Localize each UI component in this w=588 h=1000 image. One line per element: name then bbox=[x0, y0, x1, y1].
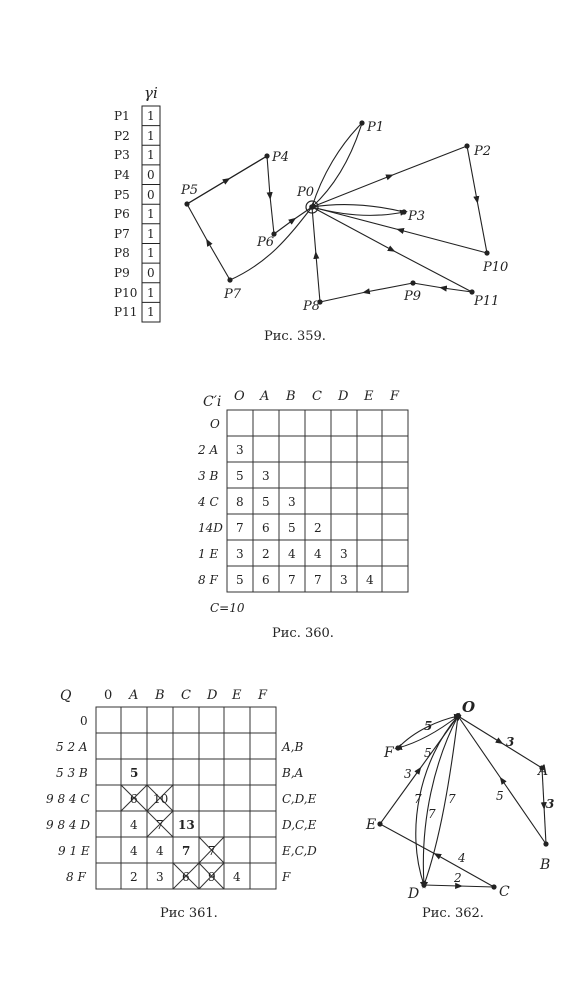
table-361-row-labels bbox=[46, 714, 90, 884]
row-label-p6: P6 bbox=[114, 207, 130, 221]
gamma-value: 1 bbox=[147, 148, 155, 162]
node-p7 bbox=[227, 277, 232, 282]
col-header: E bbox=[232, 688, 242, 703]
edge-b-o bbox=[458, 716, 549, 844]
row-label: 2 A bbox=[198, 443, 219, 457]
graph-359-edges bbox=[187, 123, 487, 302]
weight: 4 bbox=[458, 851, 466, 865]
edge-p4-p6 bbox=[267, 156, 274, 234]
node-e bbox=[377, 821, 382, 826]
row-label-p9: P9 bbox=[114, 266, 130, 280]
node-f bbox=[395, 745, 400, 750]
table-361-grid bbox=[96, 707, 276, 889]
edge-p7-p5 bbox=[187, 204, 230, 280]
col-header: B bbox=[286, 389, 296, 404]
table-360-row-labels bbox=[197, 417, 223, 587]
edge-p0-p1-a bbox=[312, 123, 362, 207]
edge-p1-p0 bbox=[312, 123, 362, 207]
label-p4: P4 bbox=[272, 150, 290, 165]
figure-360 bbox=[197, 389, 408, 641]
col-header: A bbox=[260, 389, 270, 404]
col-header: A bbox=[129, 688, 139, 703]
row-label: 9 8 4 D bbox=[46, 818, 90, 832]
row-label: 3 B bbox=[198, 469, 219, 483]
gamma-values bbox=[147, 109, 155, 319]
label-p10: P10 bbox=[483, 260, 509, 275]
table-360-footer: C=10 bbox=[210, 601, 245, 615]
edge-p8-p0 bbox=[312, 207, 320, 302]
label-p2: P2 bbox=[474, 144, 492, 159]
node-p4 bbox=[264, 153, 269, 158]
label-o: O bbox=[462, 698, 476, 716]
weight: 3 bbox=[546, 797, 555, 811]
cell: 5 bbox=[130, 766, 139, 780]
row-label: 8 F bbox=[198, 573, 218, 587]
edge-p0-p2 bbox=[312, 146, 467, 207]
weight: 5 bbox=[424, 719, 433, 733]
row-label-p10: P10 bbox=[114, 286, 138, 300]
right-label: F bbox=[282, 870, 291, 884]
cell: 5 bbox=[236, 573, 244, 587]
node-p3 bbox=[401, 209, 406, 214]
col-header: D bbox=[338, 389, 349, 404]
cell: 3 bbox=[340, 573, 348, 587]
cell: 5 bbox=[262, 495, 270, 509]
col-header: C bbox=[312, 389, 322, 404]
label-p3: P3 bbox=[408, 209, 426, 224]
cell: 13 bbox=[178, 818, 195, 832]
edge-c-e bbox=[380, 824, 494, 887]
weight: 7 bbox=[448, 792, 456, 806]
weight: 5 bbox=[424, 746, 432, 760]
right-label: E,C,D bbox=[282, 844, 317, 858]
node-p9 bbox=[410, 280, 415, 285]
col-header: B bbox=[155, 688, 165, 703]
weight: 2 bbox=[454, 871, 462, 885]
cell: 3 bbox=[262, 469, 270, 483]
weight: 3 bbox=[506, 735, 515, 749]
gamma-value: 1 bbox=[147, 109, 155, 123]
col-header: F bbox=[390, 389, 400, 404]
node-p10 bbox=[484, 250, 489, 255]
label-d: D bbox=[408, 886, 420, 902]
gamma-value: 1 bbox=[147, 246, 155, 260]
cell: 5 bbox=[236, 469, 244, 483]
edge-p9-p8 bbox=[320, 283, 413, 302]
cell: 4 bbox=[366, 573, 374, 587]
row-label-p1: P1 bbox=[114, 109, 130, 123]
label-p6: P6 bbox=[257, 235, 275, 250]
col-header: E bbox=[364, 389, 374, 404]
table-361-right-labels bbox=[281, 740, 317, 884]
gamma-value: 1 bbox=[147, 305, 155, 319]
label-f: F bbox=[384, 745, 394, 761]
gamma-value: 1 bbox=[147, 286, 155, 300]
caption-360: Рис. 360. bbox=[272, 626, 334, 641]
cell: 3 bbox=[288, 495, 296, 509]
caption-359: Рис. 359. bbox=[264, 329, 326, 344]
right-label: D,C,E bbox=[282, 818, 317, 832]
gamma-value: 0 bbox=[147, 266, 155, 280]
cell: 3 bbox=[340, 547, 348, 561]
right-label: C,D,E bbox=[282, 792, 317, 806]
label-b: B bbox=[540, 857, 551, 873]
table-360-corner: C′i bbox=[203, 394, 222, 410]
label-c: C bbox=[499, 884, 510, 900]
gamma-value: 0 bbox=[147, 168, 155, 182]
label-a: A bbox=[538, 763, 549, 779]
node-p1 bbox=[359, 120, 364, 125]
row-label: 9 1 E bbox=[58, 844, 90, 858]
figure-361 bbox=[46, 688, 317, 921]
col-header: C bbox=[181, 688, 191, 703]
table-361-corner: Q bbox=[60, 688, 72, 704]
cell: 8 bbox=[236, 495, 244, 509]
cell: 6 bbox=[182, 870, 190, 884]
right-label: B,A bbox=[282, 766, 304, 780]
row-label: 8 F bbox=[66, 870, 86, 884]
row-label-p3: P3 bbox=[114, 148, 130, 162]
edge-p0-p11 bbox=[312, 207, 472, 292]
figure-362 bbox=[365, 698, 554, 921]
label-p1: P1 bbox=[367, 120, 385, 135]
weight: 7 bbox=[428, 807, 436, 821]
row-label: 1 E bbox=[198, 547, 219, 561]
label-p9: P9 bbox=[404, 289, 422, 304]
label-p8: P8 bbox=[303, 299, 321, 314]
cell: 3 bbox=[156, 870, 164, 884]
cell: 10 bbox=[153, 792, 169, 806]
col-header: D bbox=[207, 688, 218, 703]
row-label-p4: P4 bbox=[114, 168, 130, 182]
gamma-labels bbox=[114, 109, 137, 319]
cell: 6 bbox=[262, 573, 270, 587]
cell: 4 bbox=[130, 844, 138, 858]
row-label-p7: P7 bbox=[114, 227, 130, 241]
row-label: 9 8 4 C bbox=[46, 792, 90, 806]
cell: 6 bbox=[262, 521, 270, 535]
weight: 3 bbox=[404, 767, 412, 781]
cell: 2 bbox=[262, 547, 270, 561]
cell: 4 bbox=[130, 818, 138, 832]
edge-o-a bbox=[458, 716, 542, 768]
table-361-column-headers bbox=[104, 688, 268, 703]
node-c bbox=[491, 884, 496, 889]
edge-d-c bbox=[424, 885, 494, 887]
gamma-value: 1 bbox=[147, 227, 155, 241]
weight: 5 bbox=[496, 789, 504, 803]
cell: 4 bbox=[233, 870, 241, 884]
caption-361: Рис 361. bbox=[160, 906, 218, 921]
cell: 4 bbox=[314, 547, 322, 561]
gamma-value: 1 bbox=[147, 129, 155, 143]
caption-362: Рис. 362. bbox=[422, 906, 484, 921]
node-b bbox=[543, 841, 548, 846]
cell: 6 bbox=[130, 792, 138, 806]
cell: 3 bbox=[236, 547, 244, 561]
row-label-p5: P5 bbox=[114, 188, 130, 202]
cell: 7 bbox=[314, 573, 322, 587]
cell: 9 bbox=[208, 870, 216, 884]
col-header: 0 bbox=[104, 688, 113, 703]
cell: 3 bbox=[236, 443, 244, 457]
gamma-value: 1 bbox=[147, 207, 155, 221]
node-o bbox=[455, 713, 461, 719]
cell: 2 bbox=[130, 870, 138, 884]
col-header: F bbox=[258, 688, 268, 703]
right-label: A,B bbox=[282, 740, 304, 754]
cell: 4 bbox=[288, 547, 296, 561]
label-e: E bbox=[366, 817, 377, 833]
edge-p2-p10 bbox=[467, 146, 487, 253]
gamma-value: 0 bbox=[147, 188, 155, 202]
table-360-column-headers bbox=[234, 389, 400, 404]
row-label-p8: P8 bbox=[114, 246, 130, 260]
weight: 7 bbox=[414, 792, 422, 806]
row-label: O bbox=[210, 417, 220, 431]
figure-359 bbox=[114, 84, 508, 344]
label-p7: P7 bbox=[224, 287, 242, 302]
cell: 7 bbox=[182, 844, 191, 858]
label-p0: P0 bbox=[297, 185, 315, 200]
row-label: 14D bbox=[198, 521, 223, 535]
col-header: O bbox=[234, 389, 245, 404]
row-label: 5 3 B bbox=[56, 766, 88, 780]
cell: 4 bbox=[156, 844, 164, 858]
cell: 5 bbox=[288, 521, 296, 535]
gamma-header: γi bbox=[144, 84, 158, 102]
label-p5: P5 bbox=[181, 183, 199, 198]
row-label-p11: P11 bbox=[114, 305, 138, 319]
row-label: 4 C bbox=[198, 495, 219, 509]
cell: 7 bbox=[236, 521, 244, 535]
label-p11: P11 bbox=[474, 294, 500, 309]
cell: 7 bbox=[208, 844, 216, 858]
row-label: 0 bbox=[80, 714, 88, 728]
table-360-grid bbox=[227, 410, 408, 592]
node-d bbox=[421, 882, 426, 887]
graph-362-weights bbox=[404, 719, 554, 885]
row-label: 5 2 A bbox=[56, 740, 88, 754]
edge-p10-p0 bbox=[312, 207, 487, 253]
row-label-p2: P2 bbox=[114, 129, 130, 143]
node-p0 bbox=[309, 204, 315, 210]
cell: 2 bbox=[314, 521, 322, 535]
cell: 7 bbox=[156, 818, 164, 832]
node-p2 bbox=[464, 143, 469, 148]
node-p5 bbox=[184, 201, 189, 206]
cell: 7 bbox=[288, 573, 296, 587]
